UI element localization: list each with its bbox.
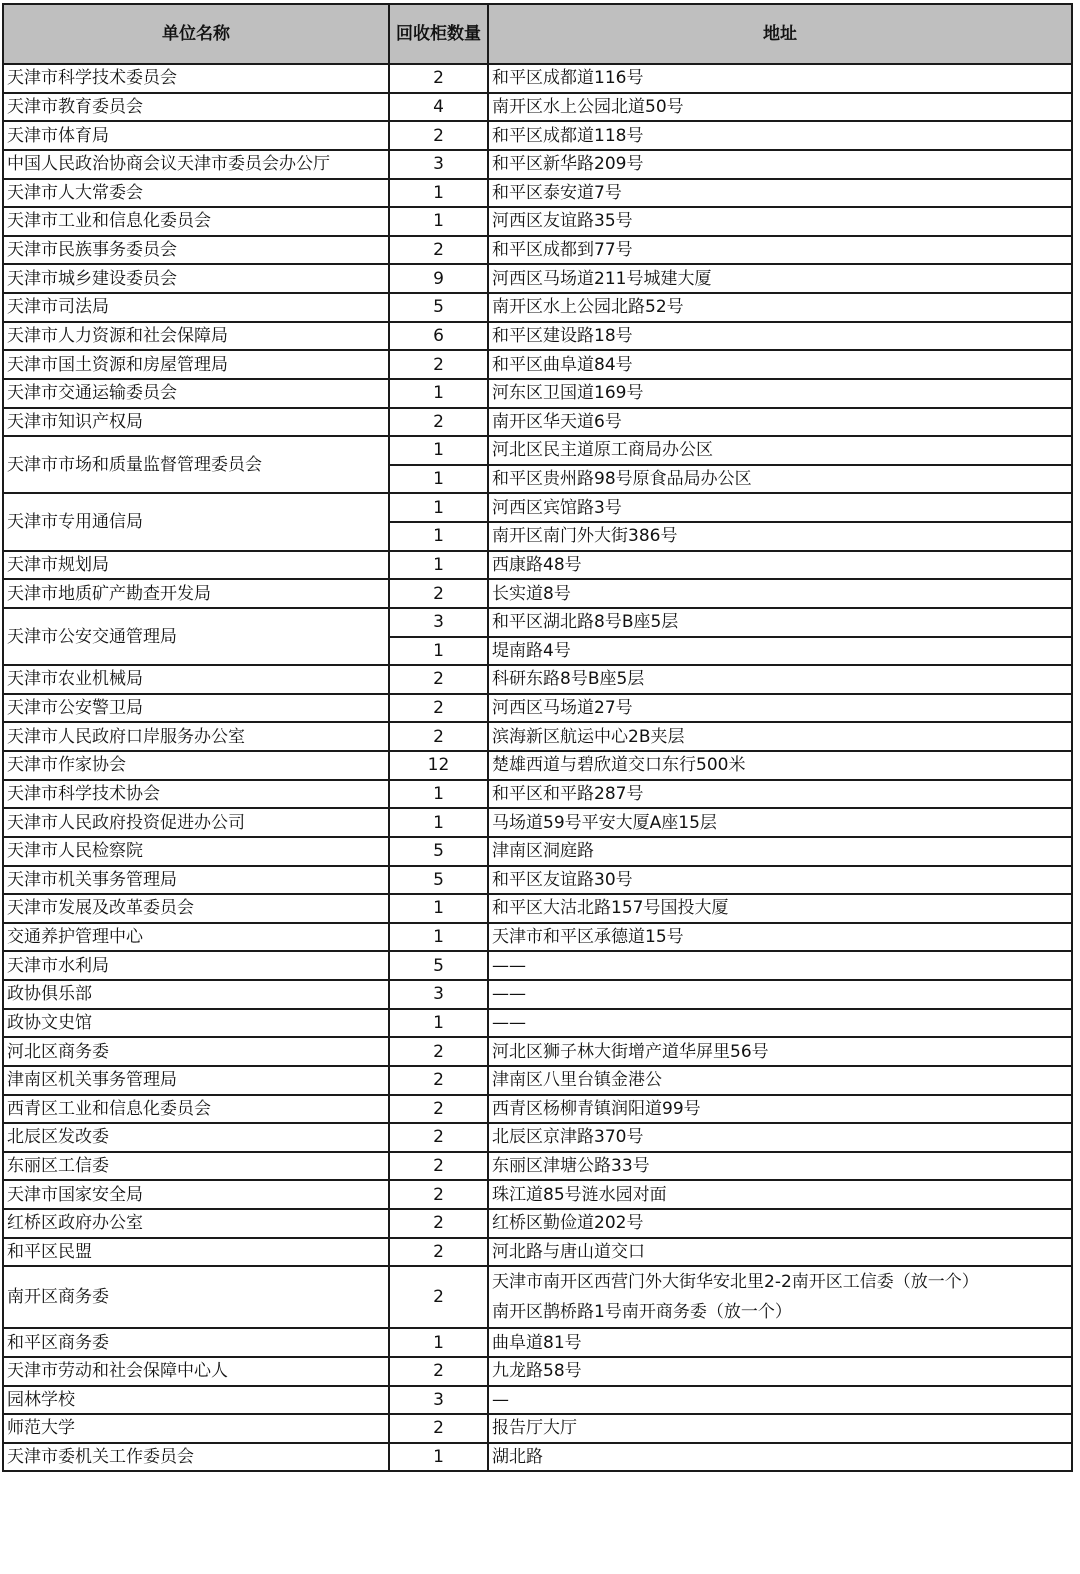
table-row [3, 408, 1072, 437]
address-cell: 和平区成都到77号 [488, 236, 1072, 265]
address-cell: 河北区狮子林大街增产道华屏里56号 [488, 1037, 1072, 1066]
address-cell: 和平区建设路18号 [488, 322, 1072, 351]
table-row [3, 751, 1072, 780]
address-cell: 南开区水上公园北路52号 [488, 293, 1072, 322]
address-cell: 和平区湖北路8号B座5层 [488, 608, 1072, 637]
table-row [3, 808, 1072, 837]
bin-count-cell: 1 [389, 894, 488, 923]
table-row [3, 493, 1072, 522]
unit-name-cell: 天津市水利局 [3, 951, 389, 980]
address-cell: 津南区洞庭路 [488, 837, 1072, 866]
bin-count-cell: 1 [389, 923, 488, 952]
table-body [3, 64, 1072, 1471]
header-address: 地址 [488, 4, 1072, 64]
bin-count-cell: 1 [389, 808, 488, 837]
address-cell: 和平区成都道118号 [488, 121, 1072, 150]
address-cell: 楚雄西道与碧欣道交口东行500米 [488, 751, 1072, 780]
address-cell: 河西区友谊路35号 [488, 207, 1072, 236]
table-row [3, 1037, 1072, 1066]
address-cell: —— [488, 980, 1072, 1009]
table-row [3, 322, 1072, 351]
address-cell: 南开区华天道6号 [488, 408, 1072, 437]
header-unit-name: 单位名称 [3, 4, 389, 64]
table-row [3, 665, 1072, 694]
recycling-bin-table [2, 3, 1073, 1472]
bin-count-cell: 1 [389, 179, 488, 208]
address-line: 天津市南开区西营门外大街华安北里2-2南开区工信委（放一个） [492, 1272, 979, 1293]
address-cell: 和平区成都道116号 [488, 64, 1072, 93]
unit-name-cell: 北辰区发改委 [3, 1123, 389, 1152]
table-row [3, 1209, 1072, 1238]
bin-count-cell: 2 [389, 1266, 488, 1328]
bin-count-cell: 2 [389, 665, 488, 694]
table-row [3, 608, 1072, 637]
table-row [3, 894, 1072, 923]
unit-name-cell: 和平区民盟 [3, 1238, 389, 1267]
table-header [3, 4, 1072, 64]
unit-name-cell: 天津市劳动和社会保障中心人 [3, 1357, 389, 1386]
unit-name-cell: 天津市教育委员会 [3, 93, 389, 122]
unit-name-cell: 天津市人力资源和社会保障局 [3, 322, 389, 351]
bin-count-cell: 9 [389, 264, 488, 293]
address-cell: 南开区水上公园北道50号 [488, 93, 1072, 122]
address-cell: 和平区和平路287号 [488, 780, 1072, 809]
unit-name-cell: 政协文史馆 [3, 1009, 389, 1038]
table-row [3, 866, 1072, 895]
table-row [3, 207, 1072, 236]
address-cell: 河北路与唐山道交口 [488, 1238, 1072, 1267]
bin-count-cell: 2 [389, 121, 488, 150]
table-row [3, 379, 1072, 408]
bin-count-cell: 1 [389, 551, 488, 580]
bin-count-cell: 1 [389, 436, 488, 465]
bin-count-cell: 2 [389, 1123, 488, 1152]
unit-name-cell: 红桥区政府办公室 [3, 1209, 389, 1238]
address-cell: 和平区友谊路30号 [488, 866, 1072, 895]
table-row [3, 1328, 1072, 1357]
bin-count-cell: 1 [389, 1443, 488, 1472]
address-cell: 红桥区勤俭道202号 [488, 1209, 1072, 1238]
address-cell: 报告厅大厅 [488, 1414, 1072, 1443]
bin-count-cell: 12 [389, 751, 488, 780]
address-cell: 堤南路4号 [488, 637, 1072, 666]
table-row [3, 1238, 1072, 1267]
table-row [3, 694, 1072, 723]
table-row [3, 64, 1072, 93]
address-cell: 河西区宾馆路3号 [488, 493, 1072, 522]
address-cell: 和平区新华路209号 [488, 150, 1072, 179]
bin-count-cell: 3 [389, 608, 488, 637]
bin-count-cell: 1 [389, 465, 488, 494]
unit-name-cell: 天津市农业机械局 [3, 665, 389, 694]
unit-name-cell: 天津市机关事务管理局 [3, 866, 389, 895]
table-row [3, 93, 1072, 122]
bin-count-cell: 2 [389, 1357, 488, 1386]
table-row [3, 1414, 1072, 1443]
unit-name-cell: 天津市知识产权局 [3, 408, 389, 437]
unit-name-cell: 天津市交通运输委员会 [3, 379, 389, 408]
table-row [3, 923, 1072, 952]
address-cell: 河北区民主道原工商局办公区 [488, 436, 1072, 465]
unit-name-cell: 天津市地质矿产勘查开发局 [3, 579, 389, 608]
address-cell: 天津市和平区承德道15号 [488, 923, 1072, 952]
table-row [3, 1066, 1072, 1095]
table-row [3, 236, 1072, 265]
unit-name-cell: 园林学校 [3, 1386, 389, 1415]
unit-name-cell: 天津市人大常委会 [3, 179, 389, 208]
address-cell: 北辰区京津路370号 [488, 1123, 1072, 1152]
bin-count-cell: 1 [389, 522, 488, 551]
unit-name-cell: 政协俱乐部 [3, 980, 389, 1009]
unit-name-cell: 东丽区工信委 [3, 1152, 389, 1181]
bin-count-cell: 5 [389, 293, 488, 322]
bin-count-cell: 4 [389, 93, 488, 122]
table-row [3, 1386, 1072, 1415]
table-row [3, 1266, 1072, 1328]
bin-count-cell: 2 [389, 1066, 488, 1095]
bin-count-cell: 3 [389, 1386, 488, 1415]
bin-count-cell: 2 [389, 722, 488, 751]
bin-count-cell: 2 [389, 579, 488, 608]
unit-name-cell: 天津市人民检察院 [3, 837, 389, 866]
unit-name-cell: 中国人民政治协商会议天津市委员会办公厅 [3, 150, 389, 179]
bin-count-cell: 1 [389, 379, 488, 408]
address-cell: 津南区八里台镇金港公 [488, 1066, 1072, 1095]
bin-count-cell: 1 [389, 637, 488, 666]
table-row [3, 179, 1072, 208]
table-row [3, 436, 1072, 465]
unit-name-cell: 西青区工业和信息化委员会 [3, 1095, 389, 1124]
bin-count-cell: 1 [389, 1009, 488, 1038]
bin-count-cell: 2 [389, 694, 488, 723]
unit-name-cell: 天津市城乡建设委员会 [3, 264, 389, 293]
unit-name-cell: 天津市民族事务委员会 [3, 236, 389, 265]
address-cell: 河西区马场道211号城建大厦 [488, 264, 1072, 293]
table-row [3, 1123, 1072, 1152]
table-row [3, 264, 1072, 293]
table-row [3, 551, 1072, 580]
bin-count-cell: 3 [389, 980, 488, 1009]
address-cell: — [488, 1386, 1072, 1415]
unit-name-cell: 天津市人民政府投资促进办公司 [3, 808, 389, 837]
bin-count-cell: 2 [389, 1238, 488, 1267]
address-cell: 和平区贵州路98号原食品局办公区 [488, 465, 1072, 494]
address-cell [488, 1266, 1072, 1328]
address-cell: 滨海新区航运中心2B夹层 [488, 722, 1072, 751]
unit-name-cell: 天津市国家安全局 [3, 1180, 389, 1209]
unit-name-cell: 天津市发展及改革委员会 [3, 894, 389, 923]
bin-count-cell: 2 [389, 408, 488, 437]
header-row [3, 4, 1072, 64]
address-cell: 和平区大沽北路157号国投大厦 [488, 894, 1072, 923]
bin-count-cell: 1 [389, 493, 488, 522]
unit-name-cell: 天津市规划局 [3, 551, 389, 580]
unit-name-cell: 天津市市场和质量监督管理委员会 [3, 436, 389, 493]
unit-name-cell: 和平区商务委 [3, 1328, 389, 1357]
unit-name-cell: 天津市作家协会 [3, 751, 389, 780]
bin-count-cell: 2 [389, 64, 488, 93]
table-row [3, 1357, 1072, 1386]
table-row [3, 121, 1072, 150]
table-row [3, 1152, 1072, 1181]
table-row [3, 722, 1072, 751]
address-cell: 长实道8号 [488, 579, 1072, 608]
bin-count-cell: 2 [389, 1095, 488, 1124]
address-cell: 珠江道85号涟水园对面 [488, 1180, 1072, 1209]
bin-count-cell: 2 [389, 1414, 488, 1443]
table-row [3, 1095, 1072, 1124]
address-cell: —— [488, 951, 1072, 980]
bin-count-cell: 2 [389, 350, 488, 379]
unit-name-cell: 津南区机关事务管理局 [3, 1066, 389, 1095]
table-row [3, 837, 1072, 866]
table-row [3, 951, 1072, 980]
table-row [3, 350, 1072, 379]
unit-name-cell: 天津市公安警卫局 [3, 694, 389, 723]
bin-count-cell: 1 [389, 780, 488, 809]
unit-name-cell: 天津市专用通信局 [3, 493, 389, 550]
address-cell: 和平区曲阜道84号 [488, 350, 1072, 379]
bin-count-cell: 2 [389, 1037, 488, 1066]
bin-count-cell: 5 [389, 866, 488, 895]
bin-count-cell: 1 [389, 1328, 488, 1357]
table-row [3, 780, 1072, 809]
bin-count-cell: 6 [389, 322, 488, 351]
table-row [3, 1443, 1072, 1472]
bin-count-cell: 1 [389, 207, 488, 236]
unit-name-cell: 河北区商务委 [3, 1037, 389, 1066]
table-row [3, 150, 1072, 179]
address-cell: 马场道59号平安大厦A座15层 [488, 808, 1072, 837]
address-cell: 西康路48号 [488, 551, 1072, 580]
header-bin-count: 回收柜数量 [389, 4, 488, 64]
address-cell: —— [488, 1009, 1072, 1038]
unit-name-cell: 师范大学 [3, 1414, 389, 1443]
bin-count-cell: 2 [389, 1209, 488, 1238]
unit-name-cell: 天津市司法局 [3, 293, 389, 322]
address-cell: 河东区卫国道169号 [488, 379, 1072, 408]
unit-name-cell: 天津市科学技术委员会 [3, 64, 389, 93]
unit-name-cell: 天津市科学技术协会 [3, 780, 389, 809]
bin-count-cell: 5 [389, 951, 488, 980]
address-cell: 东丽区津塘公路33号 [488, 1152, 1072, 1181]
bin-count-cell: 5 [389, 837, 488, 866]
unit-name-cell: 南开区商务委 [3, 1266, 389, 1328]
address-cell: 科研东路8号B座5层 [488, 665, 1072, 694]
table-row [3, 980, 1072, 1009]
unit-name-cell: 天津市工业和信息化委员会 [3, 207, 389, 236]
address-cell: 曲阜道81号 [488, 1328, 1072, 1357]
unit-name-cell: 天津市公安交通管理局 [3, 608, 389, 665]
address-cell: 西青区杨柳青镇润阳道99号 [488, 1095, 1072, 1124]
address-line: 南开区鹊桥路1号南开商务委（放一个） [492, 1302, 792, 1323]
table-row [3, 293, 1072, 322]
address-cell: 南开区南门外大街386号 [488, 522, 1072, 551]
bin-count-cell: 2 [389, 1152, 488, 1181]
unit-name-cell: 交通养护管理中心 [3, 923, 389, 952]
unit-name-cell: 天津市人民政府口岸服务办公室 [3, 722, 389, 751]
bin-count-cell: 2 [389, 1180, 488, 1209]
unit-name-cell: 天津市委机关工作委员会 [3, 1443, 389, 1472]
unit-name-cell: 天津市国土资源和房屋管理局 [3, 350, 389, 379]
address-cell: 和平区泰安道7号 [488, 179, 1072, 208]
unit-name-cell: 天津市体育局 [3, 121, 389, 150]
table-row [3, 579, 1072, 608]
bin-count-cell: 3 [389, 150, 488, 179]
address-cell: 湖北路 [488, 1443, 1072, 1472]
table-row [3, 1180, 1072, 1209]
address-cell: 九龙路58号 [488, 1357, 1072, 1386]
bin-count-cell: 2 [389, 236, 488, 265]
table-row [3, 1009, 1072, 1038]
address-cell: 河西区马场道27号 [488, 694, 1072, 723]
